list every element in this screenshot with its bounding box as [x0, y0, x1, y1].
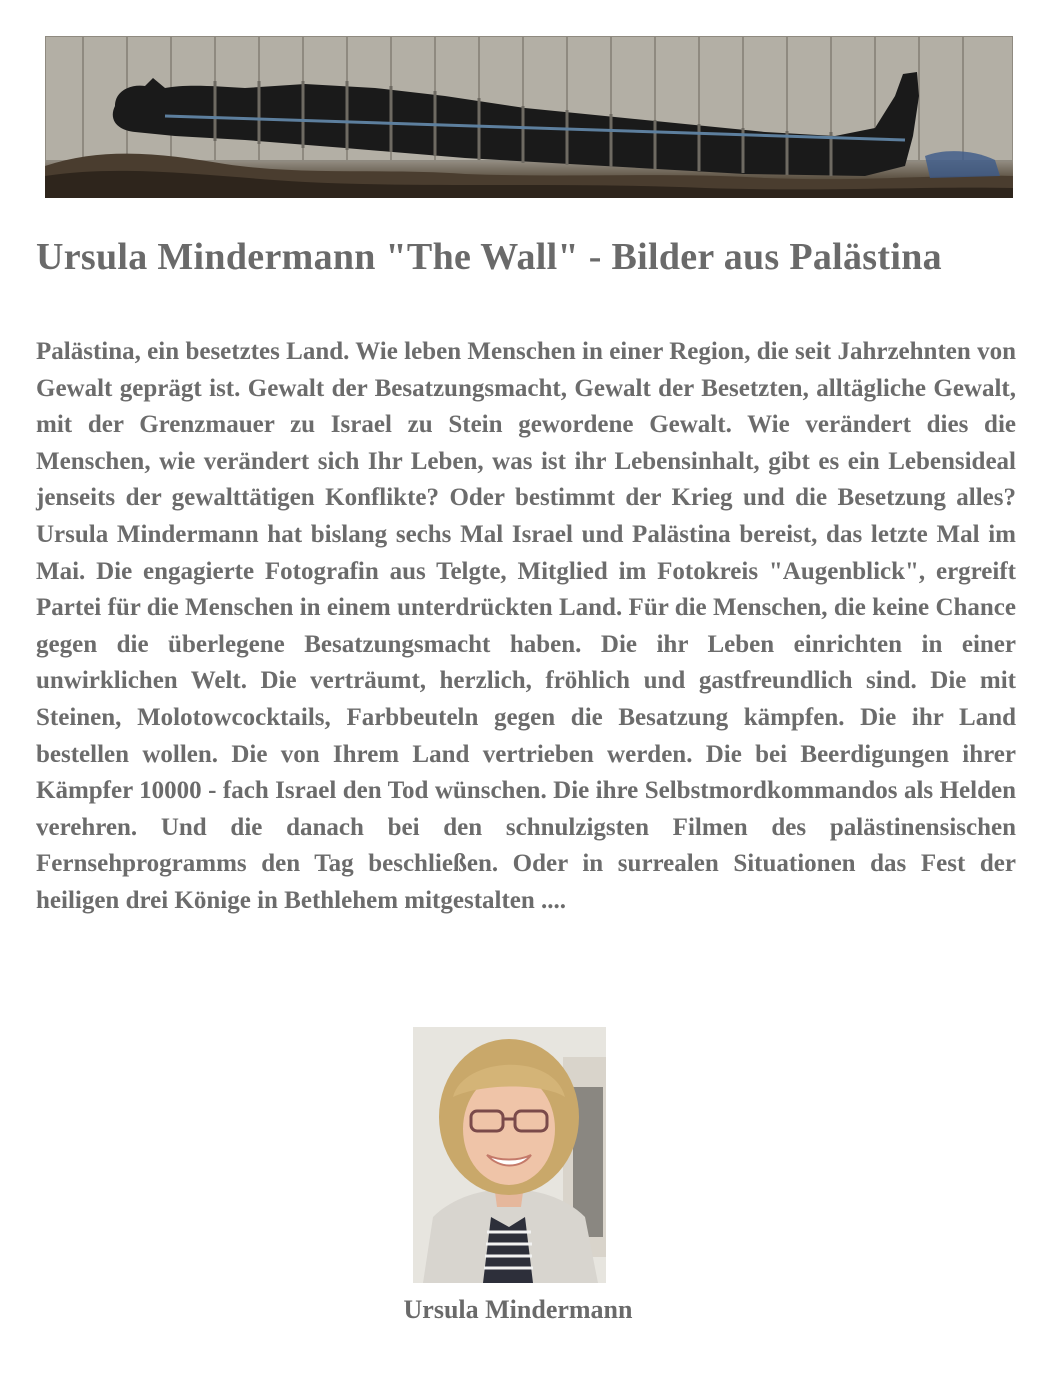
- banner-image: [45, 36, 1013, 198]
- article-body: Palästina, ein besetztes Land. Wie leben Menschen in einer Region, die seit Jahrzehnten von Gewalt geprägt ist. Gewalt der Besatzungsmacht, Gewalt der Besetzten, alltägliche Gewalt, mit der Grenzmauer zu Israel zu Stein gewordene Gewalt. Wie verändert dies die Menschen, wie verändert sich Ihr Leben, was ist ihr Lebensinhalt, gibt es ein Lebensideal jenseits der gewalttätigen Konflikte? Oder bestimmt der Krieg und die Besetzung alles? Ursula Mindermann hat bislang sechs Mal Israel und Palästina bereist, das letzte Mal im Mai. Die engagierte Fotografin aus Telgte, Mitglied im Fotokreis "Augenblick", ergreift Partei für die Menschen in einem unterdrückten Land. Für die Menschen, die keine Chance gegen die überlegene Besatzungsmacht haben. Die ihr Leben einrichten in einer unwirklichen Welt. Die verträumt, herzlich, fröhlich und gastfreundlich sind. Die mit Steinen, Molotowcocktails, Farbbeuteln gegen die Besatzung kämpfen. Die ihr Land bestellen wollen. Die von Ihrem Land vertrieben werden. Die bei Beerdigungen ihrer Kämpfer 10000 - fach Israel den Tod wünschen. Die ihre Selbstmordkommandos als Helden verehren. Und die danach bei den schnulzigsten Filmen des palästinensischen Fernsehprogramms den Tag beschließen. Oder in surrealen Situationen das Fest der heiligen drei Könige in Bethlehem mitgestalten ....: [36, 338, 1016, 914]
- wall-figure-graphic: [45, 36, 1013, 198]
- article-title: Ursula Mindermann "The Wall" - Bilder aus Palästina: [36, 236, 942, 278]
- portrait-photo: [413, 1027, 606, 1283]
- portrait-caption: Ursula Mindermann: [403, 1295, 633, 1324]
- portrait-graphic: [413, 1027, 606, 1283]
